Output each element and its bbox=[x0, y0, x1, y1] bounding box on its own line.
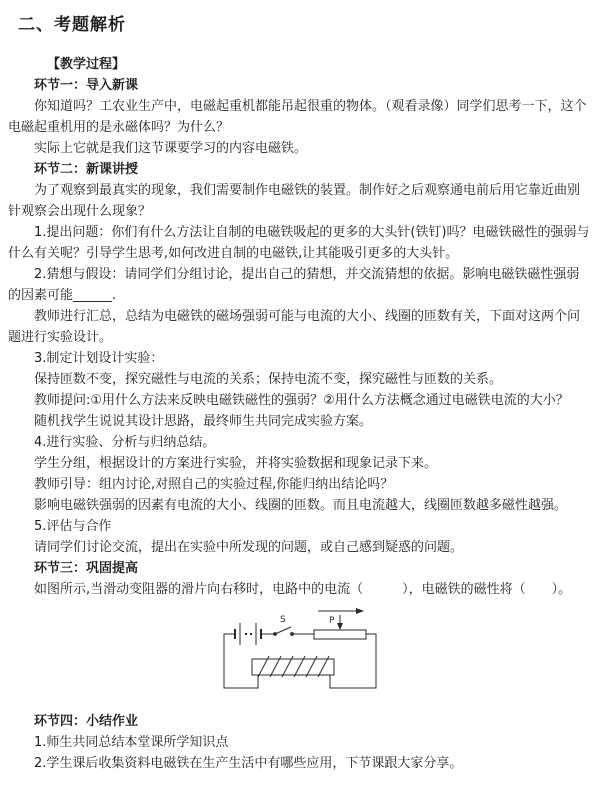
paragraph: 为了观察到最真实的现象，我们需要制作电磁铁的装置。制作好之后观察通电前后用它靠近曲别针观察会出现什么现象？ bbox=[8, 183, 581, 219]
paragraph: 如图所示,当滑动变阻器的滑片向右移时，电路中的电流（ ），电磁铁的磁性将（ ）。 bbox=[34, 582, 572, 597]
paragraph: 1.师生共同总结本堂课所学知识点 bbox=[34, 735, 229, 750]
paragraph: 保持匝数不变，探究磁性与电流的关系；保持电流不变，探究磁性与匝数的关系。 bbox=[34, 372, 503, 387]
paragraph: 影响电磁铁强弱的因素有电流的大小、线圈的匝数。而且电流越大，线圈匝数越多磁性越强。 bbox=[34, 498, 568, 513]
paragraph: 5.评估与合作 bbox=[34, 519, 112, 534]
coil-icon bbox=[252, 656, 334, 677]
direction-arrow-icon bbox=[318, 608, 364, 614]
paragraph: 学生分组，根据设计的方案进行实验，并将实验数据和现象记录下来。 bbox=[34, 456, 438, 471]
section-heading: 环节三：巩固提高 bbox=[34, 561, 139, 576]
subtitle-heading: 【教学过程】 bbox=[47, 57, 126, 72]
paragraph: 教师引导：组内讨论,对照自己的实验过程,你能归纳出结论吗？ bbox=[34, 477, 394, 492]
section-heading: 环节一：导入新课 bbox=[34, 78, 139, 93]
switch-icon bbox=[274, 615, 294, 635]
paragraph: 2.猜想与假设：请同学们分组讨论，提出自己的猜想，并交流猜想的依据。影响电磁铁磁性强弱的因素可能______. bbox=[8, 267, 580, 303]
battery-icon bbox=[235, 623, 261, 645]
paragraph: 教师提问:①用什么方法来反映电磁铁磁性的强弱？②用什么方法概念通过电磁铁电流的大小？ bbox=[34, 393, 569, 408]
paragraph: 实际上它就是我们这节课要学习的内容电磁铁。 bbox=[34, 141, 308, 156]
paragraph: 4.进行实验、分析与归纳总结。 bbox=[34, 435, 216, 450]
slider-label: P bbox=[329, 616, 335, 626]
rheostat-icon bbox=[314, 630, 366, 639]
paragraph: 请同学们讨论交流，提出在实验中所发现的问题，或自己感到疑惑的问题。 bbox=[34, 540, 464, 555]
paragraph: 2.学生课后收集资料电磁铁在生产生活中有哪些应用，下节课跟大家分享。 bbox=[34, 756, 463, 771]
paragraph: 教师进行汇总，总结为电磁铁的磁场强弱可能与电流的大小、线圈的匝数有关，下面对这两个问题进行实验设计。 bbox=[8, 309, 581, 345]
circuit-figure bbox=[8, 600, 592, 711]
page-title: 二、考题解析 bbox=[18, 15, 126, 35]
paragraph: 3.制定计划设计实验： bbox=[34, 351, 164, 366]
section-heading: 环节二：新课讲授 bbox=[34, 162, 139, 177]
paragraph: 1.提出问题：你们有什么方法让自制的电磁铁吸起的更多的大头针(铁钉)吗？电磁铁磁性的强弱与什么有关呢？引导学生思考,如何改进自制的电磁铁,让其能吸引更多的大头针。 bbox=[8, 225, 590, 261]
paragraph: 随机找学生说说其设计思路，最终师生共同完成实验方案。 bbox=[34, 414, 373, 429]
slider-arrow-icon bbox=[329, 615, 343, 630]
switch-label: S bbox=[280, 615, 286, 625]
section-heading: 环节四：小结作业 bbox=[34, 714, 139, 729]
paragraph: 你知道吗？工农业生产中，电磁起重机都能吊起很重的物体。（观看录像）同学们思考一下，这个电磁起重机用的是永磁体吗？为什么？ bbox=[8, 99, 587, 135]
